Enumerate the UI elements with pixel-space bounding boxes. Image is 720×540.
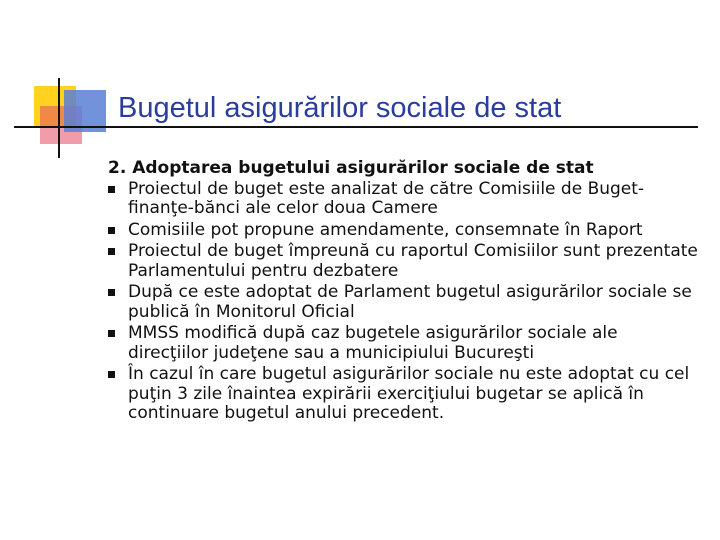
title-divider-line bbox=[14, 126, 698, 128]
bullet-item bbox=[108, 180, 698, 219]
slide-title: Bugetul asigurărilor sociale de stat bbox=[118, 92, 562, 124]
bullet-text: După ce este adoptat de Parlament bugetul asigurărilor sociale se publică în Monitorul Oficial bbox=[128, 282, 692, 322]
bullet-item bbox=[108, 283, 698, 322]
square-bullet-icon bbox=[108, 330, 115, 337]
square-bullet-icon bbox=[108, 186, 115, 193]
square-bullet-icon bbox=[108, 371, 115, 378]
square-bullet-icon bbox=[108, 289, 115, 296]
bullet-text: În cazul în care bugetul asigurărilor sociale nu este adoptat cu cel puţin 3 zile înaintea expirării exerciţiului bugetar se aplică în continuare bugetul anului precedent. bbox=[128, 364, 690, 423]
bullet-item bbox=[108, 242, 698, 281]
bullet-text: Proiectul de buget împreună cu raportul Comisiilor sunt prezentate Parlamentului pentru dezbatere bbox=[128, 241, 698, 281]
section-heading: 2. Adoptarea bugetului asigurărilor sociale de stat bbox=[108, 158, 594, 178]
bullet-list bbox=[108, 180, 698, 424]
bullet-text: Comisiile pot propune amendamente, consemnate în Raport bbox=[128, 219, 643, 240]
square-bullet-icon bbox=[108, 227, 115, 234]
bullet-item bbox=[108, 324, 698, 363]
bullet-text: MMSS modifică după caz bugetele asigurărilor sociale ale direcţiilor judeţene sau a municipiului Bucureşti bbox=[128, 323, 618, 363]
slide-content bbox=[108, 159, 698, 426]
decorative-vertical-line bbox=[58, 78, 60, 158]
bullet-item bbox=[108, 221, 698, 241]
bullet-text: Proiectul de buget este analizat de către Comisiile de Buget-finanţe-bănci ale celor doua Camere bbox=[128, 178, 645, 218]
square-bullet-icon bbox=[108, 248, 115, 255]
bullet-item bbox=[108, 365, 698, 424]
